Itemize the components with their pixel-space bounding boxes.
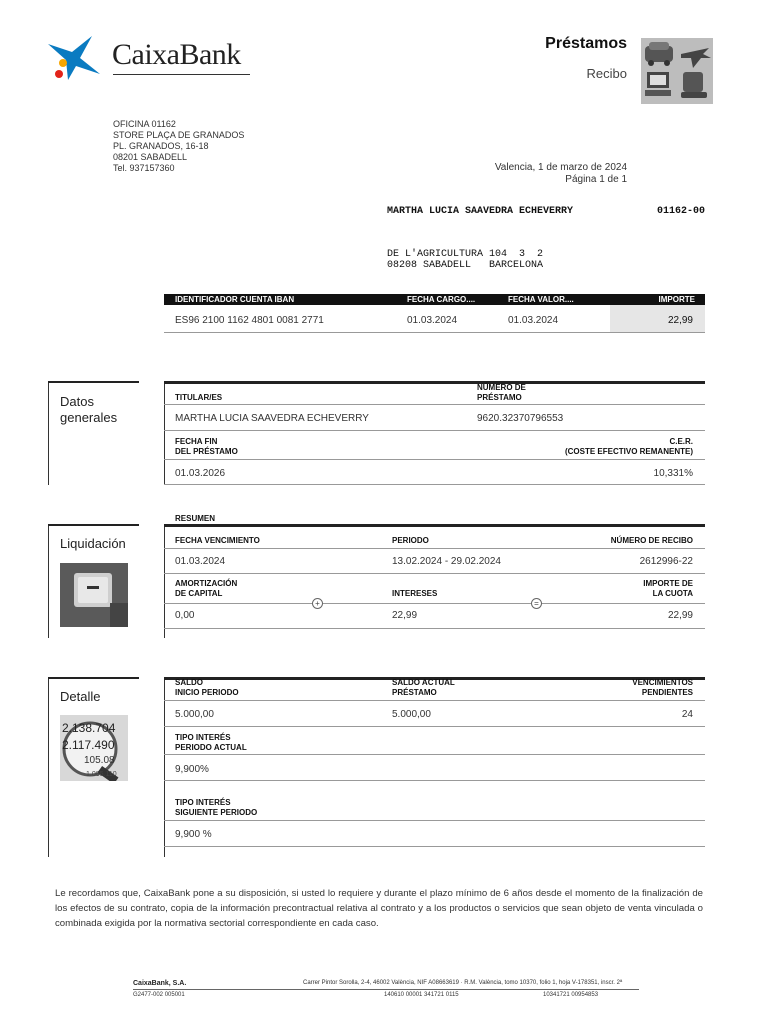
det-table-line xyxy=(164,677,165,857)
office-line: Tel. 937157360 xyxy=(113,163,175,173)
vencimientos-value: 24 xyxy=(681,709,693,720)
cuota-value: 22,99 xyxy=(667,610,693,621)
saldo-actual-label: SALDO ACTUAL PRÉSTAMO xyxy=(392,678,455,697)
det-rule-4 xyxy=(164,780,705,781)
equals-icon: = xyxy=(531,598,542,609)
row-importe: 22,99 xyxy=(667,315,693,326)
tipo-siguiente-value: 9,900 % xyxy=(175,829,212,840)
footer-legal: Carrer Pintor Sorolla, 2-4, 46002 València, NIF A08663619 · R.M. València, tomo 10370, folio 1, hoja V-178351, inscr. 2ª xyxy=(303,980,623,986)
recibo-value: 2612996-22 xyxy=(639,556,693,567)
det-rule-1 xyxy=(164,700,705,701)
footer-code-3: 10341721 00954853 xyxy=(543,992,599,998)
header-fecha-valor: FECHA VALOR.... xyxy=(508,295,574,304)
loan-types-icon xyxy=(641,38,713,104)
liq-rule-1 xyxy=(164,548,705,549)
intereses-value: 22,99 xyxy=(392,610,418,621)
footer-code-1: G2477-002 005001 xyxy=(133,992,185,998)
numero-prestamo-value: 9620.32370796553 xyxy=(477,413,564,424)
office-block xyxy=(113,119,313,174)
datos-rule-3 xyxy=(164,459,705,460)
fecha-fin-label: FECHA FIN DEL PRÉSTAMO xyxy=(175,437,238,456)
tipo-actual-value: 9,900% xyxy=(175,764,209,775)
datos-rule-1 xyxy=(164,404,705,405)
office-line: OFICINA 01162 xyxy=(113,119,176,129)
liq-rule-3 xyxy=(164,603,705,604)
titular-label: TITULAR/ES xyxy=(175,393,223,402)
datos-title: Datos generales xyxy=(60,394,118,425)
magnifier-numbers-image xyxy=(60,715,128,781)
caixabank-logo xyxy=(46,34,256,84)
importe-cuota-label: IMPORTE DE LA CUOTA xyxy=(643,579,693,598)
vencimientos-label: VENCIMIENTOS PENDIENTES xyxy=(632,678,693,697)
cer-value: 10,331% xyxy=(653,468,693,479)
page-line: Página 1 de 1 xyxy=(565,174,627,185)
amort-value: 0,00 xyxy=(175,610,195,621)
cer-label: C.E.R. (COSTE EFECTIVO REMANENTE) xyxy=(564,437,693,456)
fecha-venc-label: FECHA VENCIMIENTO xyxy=(175,536,260,545)
datos-left-rule xyxy=(48,381,139,383)
liq-left-line xyxy=(48,524,49,638)
header-importe: IMPORTE xyxy=(658,295,695,304)
periodo-label: PERIODO xyxy=(392,536,429,545)
liq-table-line xyxy=(164,524,165,638)
liquidacion-title: Liquidación xyxy=(60,536,126,551)
recipient-address-2: 08208 SABADELL BARCELONA xyxy=(387,260,544,271)
office-line: STORE PLAÇA DE GRANADOS xyxy=(113,130,245,140)
tipo-siguiente-label: TIPO INTERÉS SIGUIENTE PERIODO xyxy=(175,798,258,817)
tipo-actual-label: TIPO INTERÉS PERIODO ACTUAL xyxy=(175,733,247,752)
datos-rule-4 xyxy=(164,484,705,485)
star-logo-icon xyxy=(46,34,104,82)
recibo-label: NÚMERO DE RECIBO xyxy=(610,536,693,545)
office-line: PL. GRANADOS, 16-18 xyxy=(113,141,209,151)
saldo-actual-value: 5.000,00 xyxy=(392,709,431,720)
saldo-value: 5.000,00 xyxy=(175,709,214,720)
liq-left-rule xyxy=(48,524,139,526)
account-table-bottom-rule xyxy=(164,332,705,333)
liq-top-rule xyxy=(164,524,705,527)
doc-subtitle: Recibo xyxy=(586,66,627,81)
header-fecha-cargo: FECHA CARGO.... xyxy=(407,295,476,304)
keyboard-key-image xyxy=(60,563,128,627)
resumen-label: RESUMEN xyxy=(175,514,216,523)
date-line: Valencia, 1 de marzo de 2024 xyxy=(494,162,627,173)
footer-rule xyxy=(133,989,639,990)
det-rule-5 xyxy=(164,820,705,821)
recipient-address-1: DE L'AGRICULTURA 104 3 2 xyxy=(387,249,544,260)
footer-code-2: 140610 00001 341721 0115 xyxy=(384,992,459,998)
periodo-value: 13.02.2024 - 29.02.2024 xyxy=(392,556,501,567)
recipient-code: 01162-00 xyxy=(656,206,705,217)
row-fecha-cargo: 01.03.2024 xyxy=(407,315,458,326)
plus-icon: + xyxy=(312,598,323,609)
row-fecha-valor: 01.03.2024 xyxy=(508,315,559,326)
img-number: 2.117.490 xyxy=(62,738,115,752)
account-table-header xyxy=(164,294,705,305)
liq-rule-2 xyxy=(164,573,705,574)
brand-name: CaixaBank xyxy=(112,38,241,71)
recipient-name: MARTHA LUCIA SAAVEDRA ECHEVERRY xyxy=(387,206,574,217)
brand-underline xyxy=(113,74,250,75)
det-left-line xyxy=(48,677,49,857)
saldo-label: SALDO INICIO PERIODO xyxy=(175,678,239,697)
det-rule-6 xyxy=(164,846,705,847)
intereses-label: INTERESES xyxy=(392,589,438,598)
footer-company: CaixaBank, S.A. xyxy=(133,980,187,987)
det-rule-2 xyxy=(164,726,705,727)
img-number: 1.085.110 xyxy=(86,771,117,778)
img-number: 105.08 xyxy=(84,755,115,766)
office-line: 08201 SABADELL xyxy=(113,152,188,162)
img-number: 2.138.704 xyxy=(62,721,116,735)
datos-rule-2 xyxy=(164,430,705,431)
fecha-venc-value: 01.03.2024 xyxy=(175,556,226,567)
datos-table-line xyxy=(164,381,165,485)
datos-top-rule xyxy=(164,381,705,384)
header-iban: IDENTIFICADOR CUENTA IBAN xyxy=(175,295,295,304)
detalle-title: Detalle xyxy=(60,689,101,704)
liq-rule-4 xyxy=(164,628,705,629)
fecha-fin-value: 01.03.2026 xyxy=(175,468,226,479)
numero-prestamo-label: NÚMERO DE PRÉSTAMO xyxy=(477,383,526,402)
det-rule-3 xyxy=(164,754,705,755)
legal-notice: Le recordamos que, CaixaBank pone a su disposición, si usted lo requiere y durante el plazo mínimo de 6 años desde el momento de la finalización de los efectos de su contrato, copia de la información precontractual relativa al contrato y a los productos o servicios que sean objeto de venta vinculada o combinada exigida por la normativa sectorial correspondiente en cada caso. xyxy=(55,888,703,929)
titular-value: MARTHA LUCIA SAAVEDRA ECHEVERRY xyxy=(175,413,369,424)
datos-left-line xyxy=(48,381,49,485)
doc-title: Préstamos xyxy=(545,35,627,52)
det-left-rule xyxy=(48,677,139,679)
amort-label: AMORTIZACIÓN DE CAPITAL xyxy=(175,579,238,598)
row-iban: ES96 2100 1162 4801 0081 2771 xyxy=(175,315,324,326)
